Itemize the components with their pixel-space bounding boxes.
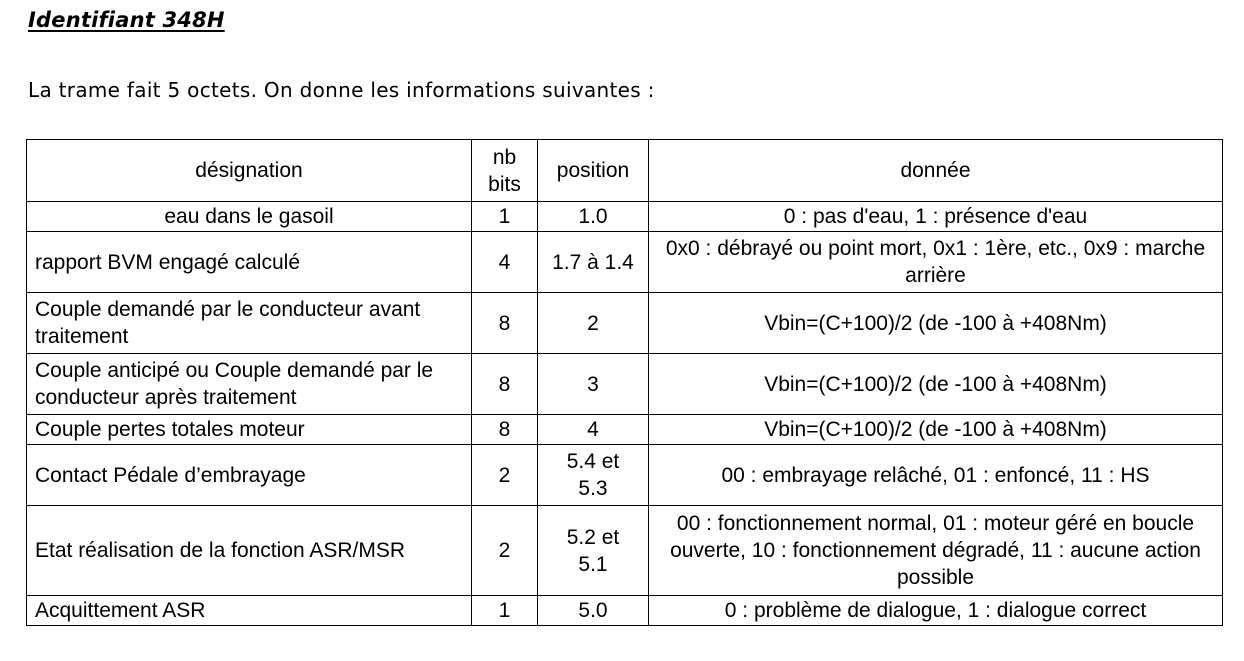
cell-donnee: Vbin=(C+100)/2 (de -100 à +408Nm): [649, 354, 1223, 415]
cell-donnee: 00 : fonctionnement normal, 01 : moteur géré en boucle ouverte, 10 : fonctionnement dégradé, 11 : aucune action possible: [649, 506, 1223, 596]
cell-designation: Couple demandé par le conducteur avant traitement: [27, 293, 472, 354]
header-donnee: donnée: [649, 140, 1223, 202]
cell-designation: Contact Pédale d’embrayage: [27, 445, 472, 506]
cell-donnee: Vbin=(C+100)/2 (de -100 à +408Nm): [649, 415, 1223, 445]
table-row: [27, 293, 1223, 354]
cell-position: 5.0: [538, 596, 649, 626]
cell-donnee: 0x0 : débrayé ou point mort, 0x1 : 1ère, etc., 0x9 : marche arrière: [649, 232, 1223, 293]
cell-position: 2: [538, 293, 649, 354]
cell-position: 5.2 et 5.1: [538, 506, 649, 596]
cell-position: 3: [538, 354, 649, 415]
cell-position: 1.0: [538, 202, 649, 232]
table-row: [27, 354, 1223, 415]
table-header-row: [27, 140, 1223, 202]
cell-position: 1.7 à 1.4: [538, 232, 649, 293]
header-nb-bits: nb bits: [472, 140, 538, 202]
document-title: Identifiant 348H: [28, 8, 225, 32]
table-row: [27, 202, 1223, 232]
intro-text: La trame fait 5 octets. On donne les informations suivantes :: [28, 78, 655, 102]
cell-donnee: Vbin=(C+100)/2 (de -100 à +408Nm): [649, 293, 1223, 354]
cell-designation: Etat réalisation de la fonction ASR/MSR: [27, 506, 472, 596]
cell-nb-bits: 2: [472, 506, 538, 596]
table-row: [27, 445, 1223, 506]
header-position: position: [538, 140, 649, 202]
cell-designation: rapport BVM engagé calculé: [27, 232, 472, 293]
cell-position: 4: [538, 415, 649, 445]
cell-donnee: 0 : problème de dialogue, 1 : dialogue correct: [649, 596, 1223, 626]
cell-donnee: 00 : embrayage relâché, 01 : enfoncé, 11 : HS: [649, 445, 1223, 506]
cell-designation: eau dans le gasoil: [27, 202, 472, 232]
cell-designation: Couple pertes totales moteur: [27, 415, 472, 445]
cell-nb-bits: 2: [472, 445, 538, 506]
header-designation: désignation: [27, 140, 472, 202]
table-row: [27, 596, 1223, 626]
cell-position: 5.4 et 5.3: [538, 445, 649, 506]
table-row: [27, 415, 1223, 445]
cell-designation: Acquittement ASR: [27, 596, 472, 626]
cell-nb-bits: 1: [472, 596, 538, 626]
frame-info-table: [26, 139, 1223, 626]
cell-nb-bits: 4: [472, 232, 538, 293]
cell-designation: Couple anticipé ou Couple demandé par le conducteur après traitement: [27, 354, 472, 415]
cell-nb-bits: 1: [472, 202, 538, 232]
cell-nb-bits: 8: [472, 354, 538, 415]
table-row: [27, 232, 1223, 293]
cell-donnee: 0 : pas d'eau, 1 : présence d'eau: [649, 202, 1223, 232]
cell-nb-bits: 8: [472, 415, 538, 445]
table-row: [27, 506, 1223, 596]
cell-nb-bits: 8: [472, 293, 538, 354]
